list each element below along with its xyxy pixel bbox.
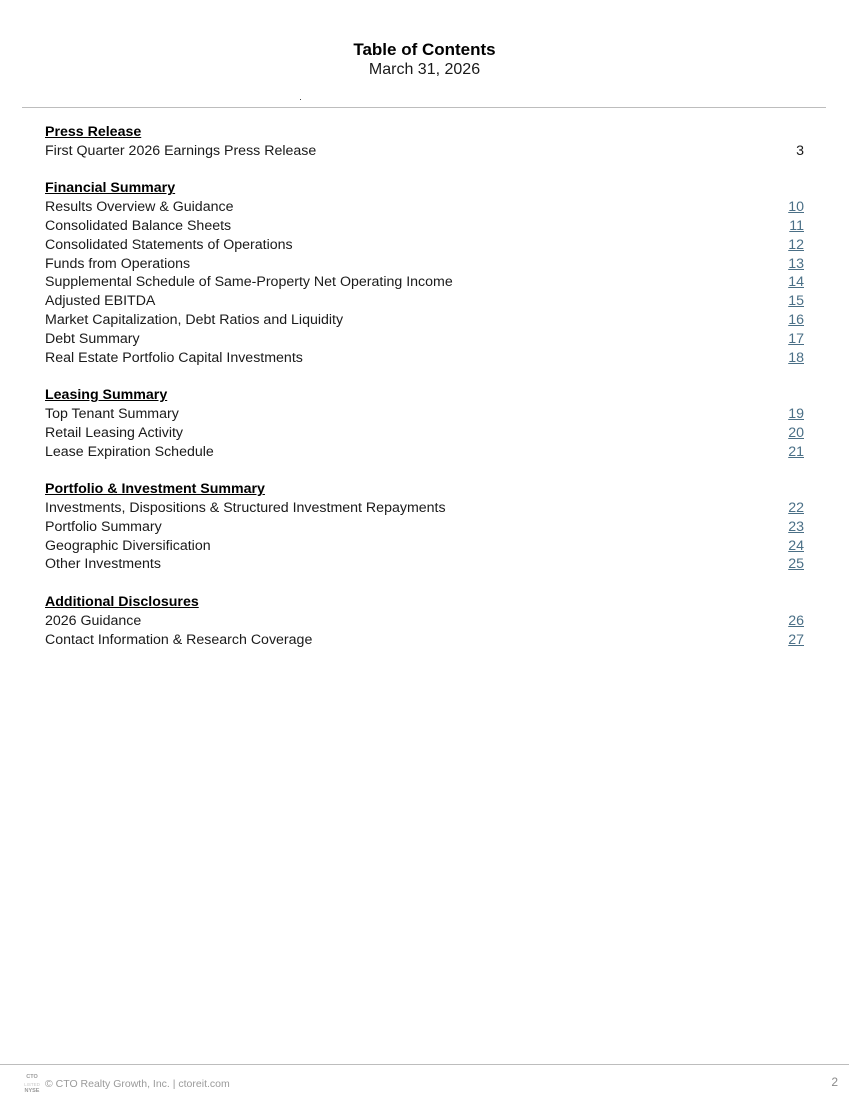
- toc-page-link[interactable]: 11: [789, 217, 804, 234]
- toc-entry-label: First Quarter 2026 Earnings Press Release: [45, 142, 317, 159]
- toc-page-link[interactable]: 10: [788, 199, 804, 216]
- toc-entry-label: Portfolio Summary: [45, 518, 162, 535]
- toc-entry: [45, 311, 804, 330]
- toc-entry: [45, 424, 804, 443]
- section-heading: Financial Summary: [45, 180, 176, 197]
- toc-page-link[interactable]: 17: [788, 330, 804, 347]
- toc-page-link[interactable]: 18: [788, 349, 804, 366]
- toc-entry: [45, 499, 804, 518]
- toc-entry: [45, 255, 804, 274]
- section-heading: Leasing Summary: [45, 387, 168, 404]
- toc-entry: [45, 518, 804, 537]
- toc-entry-label: Investments, Dispositions & Structured Investment Repayments: [45, 499, 446, 516]
- toc-entry: [45, 612, 804, 631]
- toc-page-link[interactable]: 27: [788, 631, 804, 648]
- toc-entry-label: Real Estate Portfolio Capital Investments: [45, 349, 303, 366]
- toc-page-link[interactable]: 22: [788, 499, 804, 516]
- toc-entry: [45, 142, 804, 161]
- nyse-listed-logo: [21, 1074, 43, 1095]
- toc-page-link[interactable]: 16: [788, 311, 804, 328]
- footer-divider: [0, 1064, 849, 1065]
- page-title: Table of Contents: [353, 40, 496, 59]
- toc-entry: [45, 217, 804, 236]
- toc-page-link[interactable]: 21: [788, 443, 804, 460]
- toc-entry: [45, 555, 804, 574]
- toc-entry: [45, 537, 804, 556]
- toc-section: [45, 179, 804, 367]
- toc-entry-label: Market Capitalization, Debt Ratios and Liquidity: [45, 311, 344, 328]
- toc-entry-label: Consolidated Statements of Operations: [45, 236, 293, 253]
- toc-entry: [45, 330, 804, 349]
- toc-entry-label: Retail Leasing Activity: [45, 424, 184, 441]
- toc-entry-label: Supplemental Schedule of Same-Property Net Operating Income: [45, 274, 453, 291]
- toc-page-link[interactable]: 14: [788, 274, 804, 291]
- toc-page-link[interactable]: 24: [788, 537, 804, 554]
- toc-entry: [45, 405, 804, 424]
- toc-section: [45, 480, 804, 574]
- toc-entry: [45, 198, 804, 217]
- toc-entry-label: Adjusted EBITDA: [45, 293, 156, 310]
- toc-section: [45, 386, 804, 461]
- toc-entry: [45, 292, 804, 311]
- toc-page-number: 3: [796, 142, 804, 159]
- logo-bottom-text: NYSE: [24, 1087, 40, 1094]
- toc-entry-label: Geographic Diversification: [45, 537, 211, 554]
- section-heading: Press Release: [45, 124, 142, 140]
- table-of-contents: [45, 123, 804, 668]
- logo-middle-text: LISTED: [24, 1081, 40, 1087]
- toc-page-link[interactable]: 25: [788, 556, 804, 573]
- page-number: 2: [831, 1075, 838, 1089]
- toc-entry: [45, 443, 804, 462]
- toc-page-link[interactable]: 20: [788, 424, 804, 441]
- toc-entry-label: Results Overview & Guidance: [45, 199, 234, 216]
- logo-top-text: CTO: [26, 1073, 38, 1080]
- report-date: March 31, 2026: [368, 61, 481, 78]
- section-heading: Portfolio & Investment Summary: [45, 481, 265, 498]
- toc-entry-label: Top Tenant Summary: [45, 405, 179, 422]
- toc-page-link[interactable]: 19: [788, 405, 804, 422]
- copyright-text: © CTO Realty Growth, Inc. | ctoreit.com: [45, 1078, 230, 1090]
- toc-entry: [45, 236, 804, 255]
- section-heading: Additional Disclosures: [45, 593, 199, 610]
- toc-entry-label: Debt Summary: [45, 330, 140, 347]
- toc-page-link[interactable]: 26: [788, 612, 804, 629]
- toc-page-link[interactable]: 12: [788, 236, 804, 253]
- toc-entry-label: Other Investments: [45, 556, 161, 573]
- toc-entry: [45, 631, 804, 650]
- toc-entry: [45, 273, 804, 292]
- document-header: [0, 40, 849, 79]
- footer: [21, 1072, 230, 1096]
- toc-entry-label: Contact Information & Research Coverage: [45, 631, 313, 648]
- toc-entry-label: Funds from Operations: [45, 255, 191, 272]
- toc-entry: [45, 349, 804, 368]
- toc-page-link[interactable]: 23: [788, 518, 804, 535]
- toc-page-link[interactable]: 13: [788, 255, 804, 272]
- toc-section: [45, 593, 804, 649]
- header-divider: [22, 107, 826, 108]
- toc-entry-label: 2026 Guidance: [45, 612, 142, 629]
- toc-entry-label: Lease Expiration Schedule: [45, 443, 214, 460]
- stray-dot: [300, 99, 301, 100]
- toc-section: [45, 123, 804, 161]
- toc-page-link[interactable]: 15: [788, 293, 804, 310]
- toc-entry-label: Consolidated Balance Sheets: [45, 217, 232, 234]
